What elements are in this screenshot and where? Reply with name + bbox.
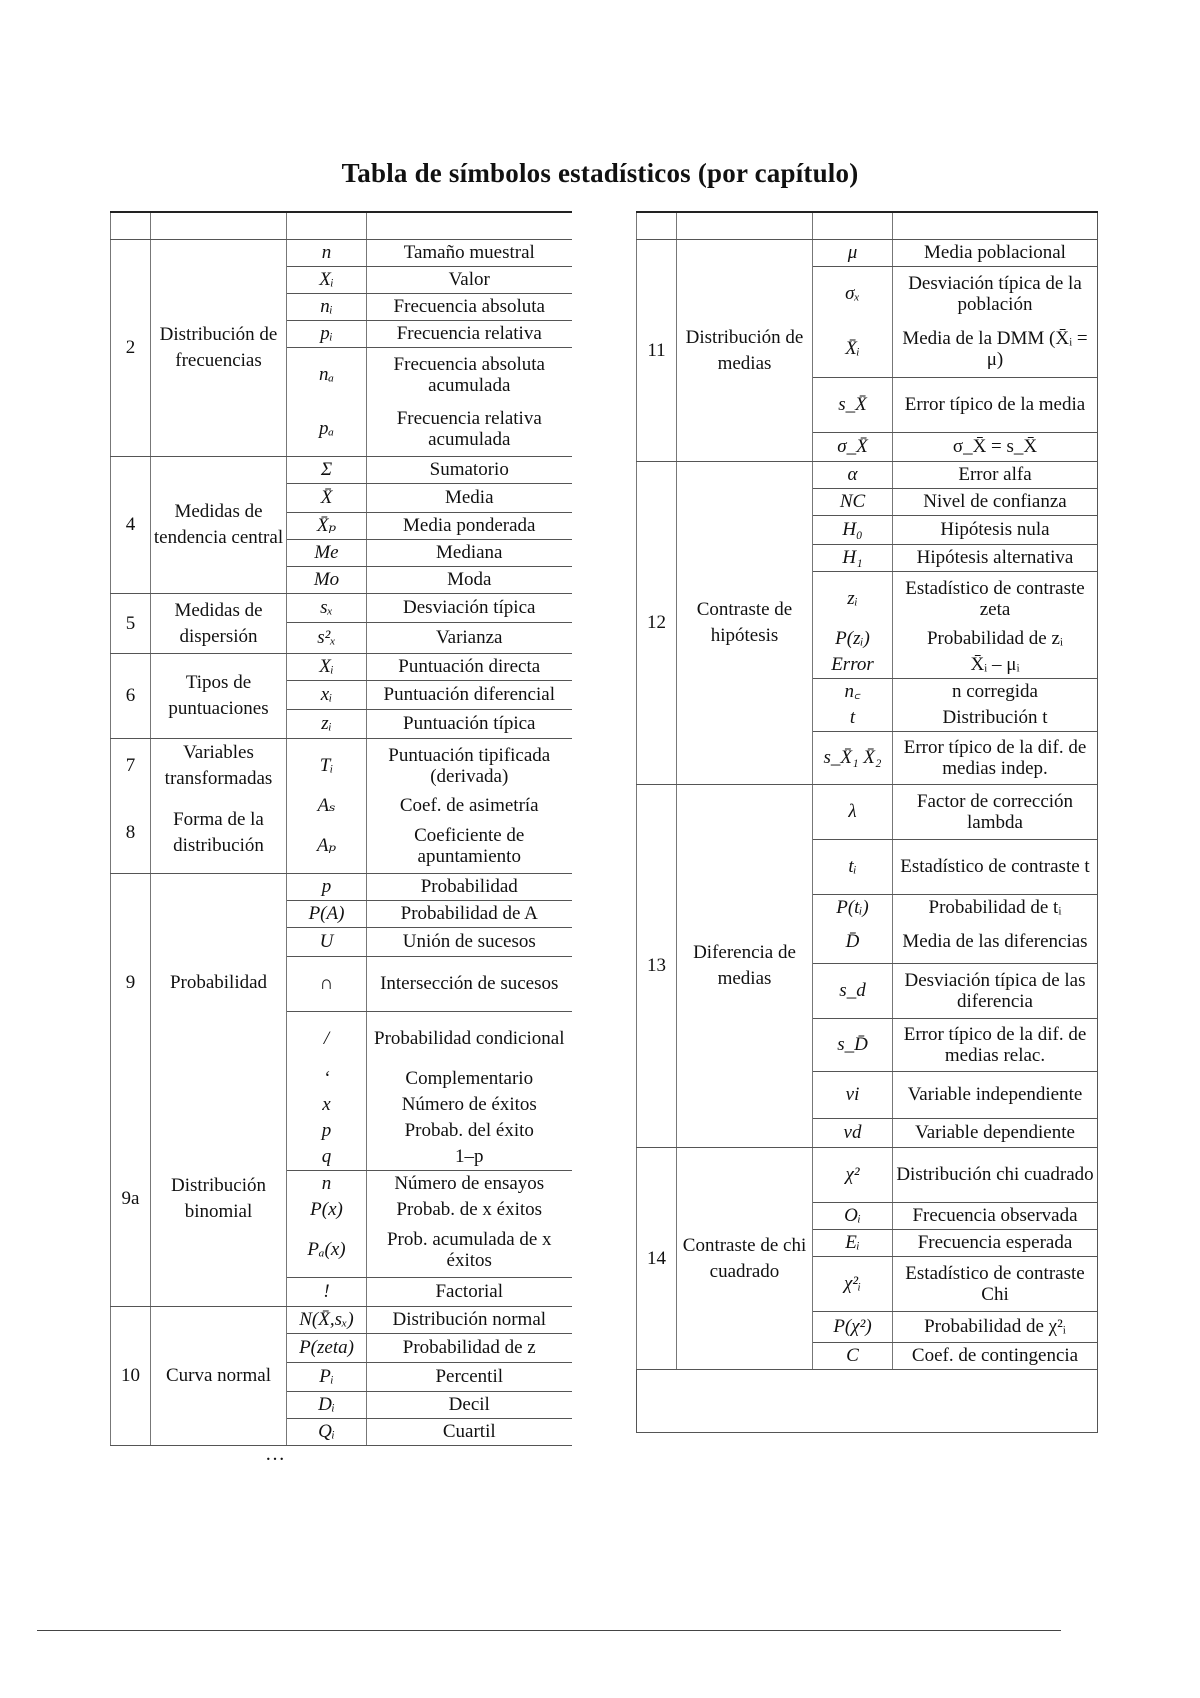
meaning-cell: 1–p — [367, 1144, 572, 1171]
symbol-cell: x — [287, 1092, 367, 1118]
meaning-cell: Frecuencia absoluta — [367, 294, 572, 321]
symbol-cell: ! — [287, 1278, 367, 1307]
symbol-cell: p — [287, 1118, 367, 1144]
meaning-cell: σ_X̄ = s_X̄ — [893, 433, 1098, 462]
symbol-cell: Xᵢ — [287, 654, 367, 681]
chapter-name: Contraste de chi cuadrado — [677, 1148, 813, 1370]
symbol-cell: U — [287, 928, 367, 957]
symbol-cell: P(A) — [287, 901, 367, 928]
header-cell — [111, 212, 151, 240]
meaning-cell: Coef. de contingencia — [893, 1343, 1098, 1370]
meaning-cell: Tamaño muestral — [367, 240, 572, 267]
meaning-cell: Probabilidad de A — [367, 901, 572, 928]
table-row — [637, 240, 1098, 267]
symbol-cell: s_X̄ — [813, 378, 893, 433]
table-row — [111, 654, 572, 681]
meaning-cell: Número de éxitos — [401, 1094, 537, 1116]
chapter-name: Medidas de dispersión — [151, 594, 287, 654]
symbol-cell: Xᵢ — [287, 267, 367, 294]
meaning-cell: Coef. de asimetría — [399, 795, 539, 817]
symbol-cell: n — [287, 1171, 367, 1198]
symbol-cell: Aₛ — [287, 793, 367, 819]
meaning-cell: Probabilidad condicional — [374, 1028, 565, 1050]
symbol-cell: Mo — [287, 567, 367, 594]
symbol-cell: pₐ — [287, 402, 367, 457]
symbol-cell: sₓ — [287, 594, 367, 623]
footer-rule — [37, 1630, 1061, 1631]
meaning-cell: Número de ensayos — [394, 1173, 545, 1195]
header-cell — [287, 212, 367, 240]
symbol-cell: s_d — [813, 964, 893, 1019]
meaning-cell: Variable dependiente — [893, 1119, 1098, 1148]
meaning-cell: Puntuación diferencial — [367, 681, 572, 710]
symbol-cell: σ_X̄ — [813, 433, 893, 462]
meaning-cell: Coeficiente de apuntamiento — [367, 819, 572, 874]
meaning-cell: Valor — [367, 267, 572, 294]
chapter-name: Forma de la distribución — [151, 793, 287, 874]
meaning-cell: Unión de sucesos — [367, 928, 572, 957]
meaning-cell: Complementario — [405, 1068, 534, 1090]
meaning-cell: X̄ᵢ – μᵢ — [893, 652, 1098, 679]
symbol-cell: s_D̄ — [813, 1019, 893, 1072]
meaning-cell: n corregida — [952, 681, 1038, 703]
chapter-number: 6 — [111, 654, 151, 739]
header-cell — [637, 212, 677, 240]
table-row — [637, 462, 1098, 489]
table-row — [637, 1148, 1098, 1203]
symbol-cell: xᵢ — [287, 681, 367, 710]
chapter-number: 9 — [111, 874, 151, 1093]
chapter-number: 9a — [111, 1092, 151, 1307]
symbol-cell: Eᵢ — [813, 1230, 893, 1257]
meaning-cell: Probabilidad de zᵢ — [926, 628, 1064, 650]
chapter-number: 11 — [637, 240, 677, 462]
table-row — [111, 739, 572, 794]
symbols-table-left — [110, 211, 572, 1446]
symbol-cell: nₐ — [287, 348, 367, 403]
meaning-cell: Estadístico de contraste Chi — [893, 1257, 1098, 1312]
chapter-number: 4 — [111, 457, 151, 594]
meaning-cell: Probabilidad de z — [367, 1334, 572, 1363]
meaning-cell: Cuartil — [367, 1419, 572, 1446]
symbol-cell: P(tᵢ) — [813, 895, 893, 922]
meaning-cell: Probabilidad de χ²ᵢ — [893, 1312, 1098, 1343]
table-header-row — [637, 212, 1098, 240]
meaning-cell: Factorial — [367, 1278, 572, 1307]
continuation-ellipsis: … — [265, 1443, 285, 1465]
symbol-cell: vd — [813, 1119, 893, 1148]
symbol-cell: P(zeta) — [287, 1334, 367, 1363]
symbol-cell: zᵢ — [813, 572, 893, 627]
meaning-cell: Media — [367, 484, 572, 513]
symbol-cell: α — [813, 462, 893, 489]
symbol-cell: Pₐ(x) — [287, 1223, 367, 1278]
meaning-cell: Frecuencia relativa acumulada — [367, 402, 572, 457]
meaning-cell: Frecuencia esperada — [893, 1230, 1098, 1257]
symbol-cell: q — [287, 1144, 367, 1171]
symbol-cell: ∩ — [287, 957, 367, 1012]
chapter-number: 2 — [111, 240, 151, 457]
meaning-cell: Intersección de sucesos — [367, 957, 572, 1012]
meaning-cell: Probabilidad — [367, 874, 572, 901]
symbol-cell: Oᵢ — [813, 1203, 893, 1230]
chapter-name: Distribución de medias — [677, 240, 813, 462]
symbol-cell: χ²ᵢ — [813, 1257, 893, 1312]
meaning-cell: Mediana — [367, 540, 572, 567]
symbol-cell: p — [287, 874, 367, 901]
symbol-cell: H₀ — [813, 516, 893, 545]
meaning-cell: Sumatorio — [367, 457, 572, 484]
symbol-cell: P(χ²) — [813, 1312, 893, 1343]
chapter-name: Curva normal — [151, 1307, 287, 1446]
symbol-cell: tᵢ — [813, 840, 893, 895]
meaning-cell: Desviación típica de las diferencia — [893, 964, 1098, 1019]
symbol-cell: Dᵢ — [287, 1392, 367, 1419]
meaning-cell: Error alfa — [893, 462, 1098, 489]
header-cell — [813, 212, 893, 240]
chapter-number: 12 — [637, 462, 677, 785]
meaning-cell: Media de las diferencias — [893, 921, 1098, 964]
symbol-cell: / — [287, 1012, 367, 1067]
meaning-cell: Desviación típica de la población — [908, 272, 1082, 315]
meaning-cell: Puntuación directa — [367, 654, 572, 681]
chapter-name: Probabilidad — [151, 874, 287, 1093]
symbol-cell: NC — [813, 489, 893, 516]
symbol-cell: P(zᵢ) — [813, 626, 893, 652]
table-row — [111, 240, 572, 267]
meaning-cell: Probab. de x éxitos — [396, 1199, 543, 1221]
symbol-cell: Error — [813, 652, 893, 679]
meaning-cell: Desviación típica — [367, 594, 572, 623]
meaning-cell: Moda — [367, 567, 572, 594]
chapter-name: Contraste de hipótesis — [677, 462, 813, 785]
meaning-cell: Estadístico de contraste zeta — [905, 577, 1085, 620]
table-row — [111, 1307, 572, 1334]
symbol-cell: nᵢ — [287, 294, 367, 321]
meaning-cell: Hipótesis nula — [893, 516, 1098, 545]
meaning-cell: Frecuencia absoluta acumulada — [393, 353, 545, 396]
table-row — [111, 594, 572, 623]
meaning-cell: Error típico de la dif. de medias relac. — [893, 1019, 1098, 1072]
symbol-cell: X̄ₚ — [287, 513, 367, 540]
meaning-cell: Nivel de confianza — [893, 489, 1098, 516]
symbol-cell: zᵢ — [287, 710, 367, 739]
symbol-cell: ‘ — [287, 1066, 367, 1092]
meaning-cell: Puntuación tipificada (derivada) — [388, 744, 551, 787]
symbols-table-right — [636, 211, 1098, 1433]
symbol-cell: χ² — [813, 1148, 893, 1203]
meaning-cell: Factor de corrección lambda — [893, 785, 1098, 840]
symbol-cell: μ — [813, 240, 893, 267]
symbol-cell: Qᵢ — [287, 1419, 367, 1446]
chapter-number: 7 — [111, 739, 151, 794]
symbol-cell: Me — [287, 540, 367, 567]
table-row — [111, 1092, 572, 1118]
chapter-number: 14 — [637, 1148, 677, 1370]
meaning-cell: Probabilidad de tᵢ — [928, 897, 1062, 919]
meaning-cell: Frecuencia relativa — [367, 321, 572, 348]
header-cell — [367, 212, 572, 240]
symbol-cell: n꜀ — [813, 679, 893, 706]
table-row — [111, 457, 572, 484]
chapter-name: Distribución de frecuencias — [151, 240, 287, 457]
symbol-cell: n — [287, 240, 367, 267]
symbol-cell: D̄ — [813, 921, 893, 964]
meaning-cell: Variable independiente — [893, 1072, 1098, 1119]
header-cell — [677, 212, 813, 240]
meaning-cell: Distribución t — [893, 705, 1098, 732]
meaning-cell: Media poblacional — [893, 240, 1098, 267]
symbol-cell: Σ — [287, 457, 367, 484]
chapter-name: Tipos de puntuaciones — [151, 654, 287, 739]
chapter-number: 8 — [111, 793, 151, 874]
symbol-cell: H₁ — [813, 545, 893, 572]
chapter-number: 10 — [111, 1307, 151, 1446]
meaning-cell: Estadístico de contraste t — [893, 840, 1098, 895]
meaning-cell: Frecuencia observada — [893, 1203, 1098, 1230]
table-row — [111, 874, 572, 901]
symbol-cell: X̄ — [287, 484, 367, 513]
chapter-name: Diferencia de medias — [677, 785, 813, 1148]
symbol-cell: N(X̄,sₓ) — [287, 1307, 367, 1334]
symbol-cell: s²ₓ — [287, 623, 367, 654]
chapter-number: 13 — [637, 785, 677, 1148]
meaning-cell: Varianza — [367, 623, 572, 654]
meaning-cell: Percentil — [367, 1363, 572, 1392]
header-cell — [893, 212, 1098, 240]
meaning-cell: Probab. del éxito — [404, 1120, 534, 1142]
meaning-cell: Puntuación típica — [367, 710, 572, 739]
symbol-cell: vi — [813, 1072, 893, 1119]
symbol-cell: Tᵢ — [287, 739, 367, 794]
meaning-cell: Media ponderada — [367, 513, 572, 540]
meaning-cell: Error típico de la dif. de medias indep. — [893, 732, 1098, 785]
meaning-cell: Prob. acumulada de x éxitos — [367, 1223, 572, 1278]
chapter-name: Variables transformadas — [151, 739, 287, 794]
symbol-cell: X̄ᵢ — [813, 321, 893, 378]
symbol-cell: s_X̄₁ X̄₂ — [813, 732, 893, 785]
blank-cell — [637, 1370, 1098, 1433]
blank-row — [637, 1370, 1098, 1433]
table-row — [637, 785, 1098, 840]
meaning-cell: Hipótesis alternativa — [893, 545, 1098, 572]
symbol-cell: λ — [813, 785, 893, 840]
meaning-cell: Media de la DMM (X̄ᵢ = μ) — [893, 321, 1098, 378]
meaning-cell: Decil — [367, 1392, 572, 1419]
table-row — [111, 793, 572, 819]
header-cell — [151, 212, 287, 240]
symbol-cell: P(x) — [287, 1197, 367, 1223]
symbol-cell: Aₚ — [287, 819, 367, 874]
meaning-cell: Distribución normal — [367, 1307, 572, 1334]
symbol-cell: Pᵢ — [287, 1363, 367, 1392]
symbol-cell: C — [813, 1343, 893, 1370]
meaning-cell: Distribución chi cuadrado — [893, 1148, 1098, 1203]
symbol-cell: σₓ — [813, 267, 893, 322]
meaning-cell: Error típico de la media — [893, 378, 1098, 433]
chapter-name: Medidas de tendencia central — [151, 457, 287, 594]
table-header-row — [111, 212, 572, 240]
chapter-name: Distribución binomial — [151, 1092, 287, 1307]
symbol-cell: t — [813, 705, 893, 732]
chapter-number: 5 — [111, 594, 151, 654]
page-title: Tabla de símbolos estadísticos (por capítulo) — [341, 158, 859, 188]
symbol-cell: pᵢ — [287, 321, 367, 348]
